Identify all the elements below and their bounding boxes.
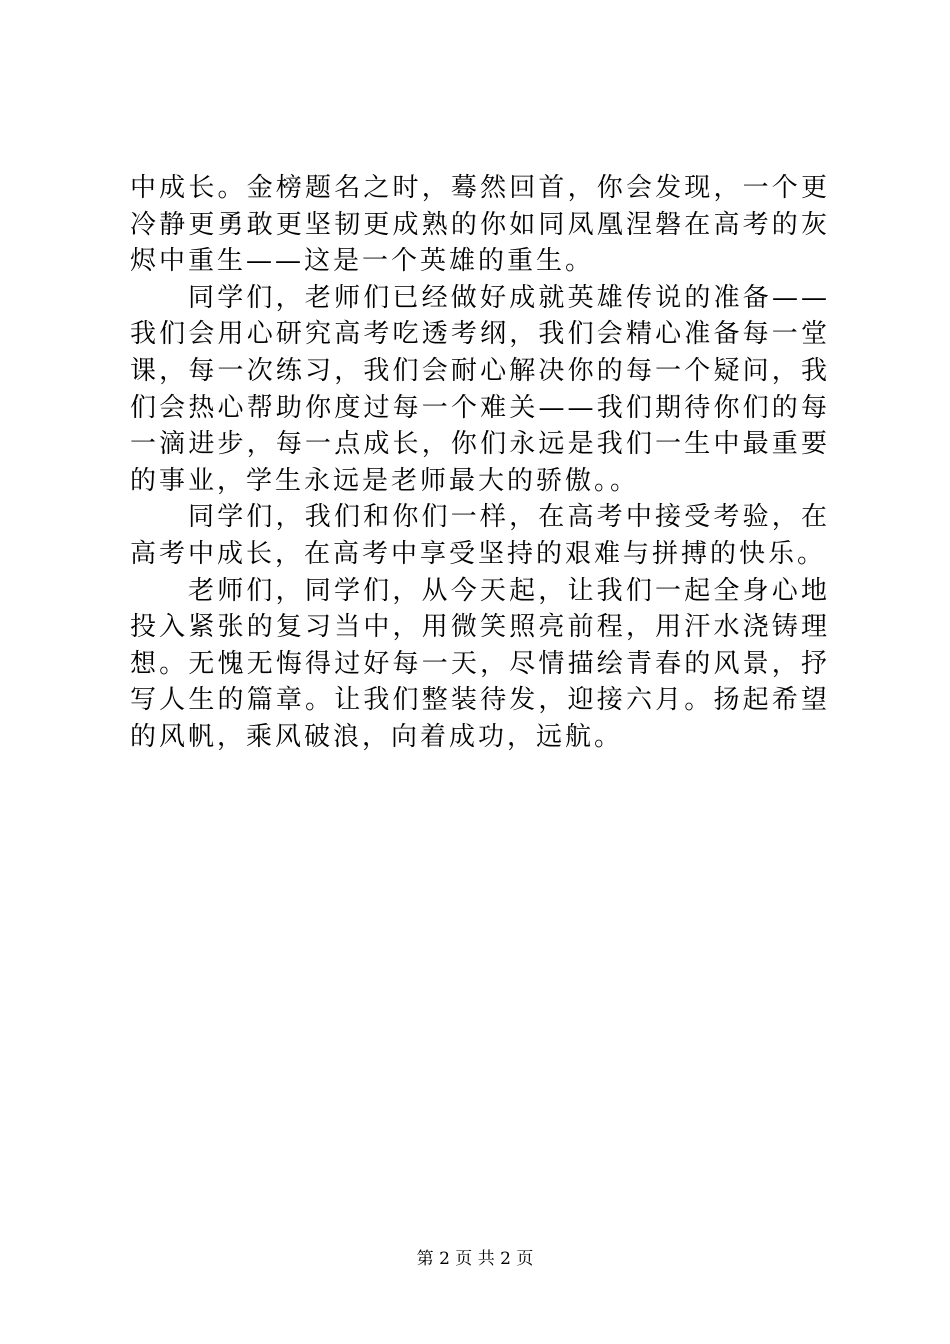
page-footer [0,1244,950,1269]
paragraph-1: 中成长。金榜题名之时，蓦然回首，你会发现，一个更冷静更勇敢更坚韧更成熟的你如同凤凰涅磐在高考的灰烬中重生——这是一个英雄的重生。 [130,173,830,277]
paragraph-3: 同学们，我们和你们一样，在高考中接受考验，在高考中成长，在高考中享受坚持的艰难与拼搏的快乐。 [130,502,830,569]
paragraph-4: 老师们，同学们，从今天起，让我们一起全身心地投入紧张的复习当中，用微笑照亮前程，用汗水浇铸理想。无愧无悔得过好每一天，尽情描绘青春的风景，抒写人生的篇章。让我们整装待发，迎接六月。扬起希望的风帆，乘风破浪，向着成功，远航。 [130,575,830,752]
page-number-label: 第 2 页 共 2 页 [416,1249,534,1269]
document-body [130,170,830,756]
paragraph-2: 同学们，老师们已经做好成就英雄传说的准备——我们会用心研究高考吃透考纲，我们会精心准备每一堂课，每一次练习，我们会耐心解决你的每一个疑问，我们会热心帮助你度过每一个难关——我们期待你们的每一滴进步，每一点成长，你们永远是我们一生中最重要的事业，学生永远是老师最大的骄傲。。 [130,282,830,496]
